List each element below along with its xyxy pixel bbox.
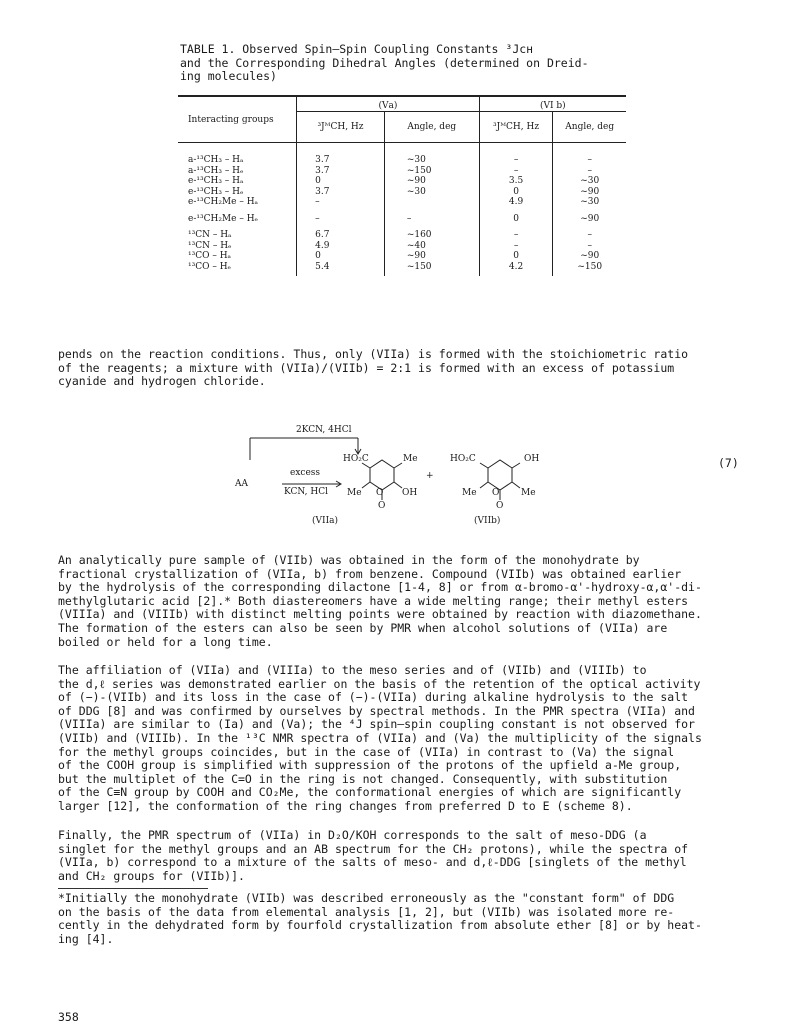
ring-b: [488, 460, 512, 490]
product-a-ring-o: O: [376, 488, 384, 498]
data-table: [178, 95, 626, 276]
text-line: of (−)-(VIIb) and its loss in the case of (−)-(VIIa) during alkaline hydrolysis to the salt: [58, 690, 689, 705]
cell-angle-vib: –: [553, 143, 626, 166]
text-line: and CH₂ groups for (VIIb)].: [58, 868, 245, 883]
cell-angle-vib: ~30: [553, 176, 626, 187]
cell-j-va: 3.7: [297, 143, 385, 166]
table-row: [178, 230, 626, 241]
product-b-ring-o: O: [492, 488, 500, 498]
cell-j-va: 3.7: [297, 166, 385, 177]
caption-line: ing molecules): [180, 69, 277, 83]
ring-a-me-bond: [394, 463, 402, 468]
cell-j-vib: 0: [479, 187, 553, 198]
cell-j-va: –: [297, 197, 385, 208]
product-a-oh: OH: [402, 488, 418, 498]
cell-j-va: 6.7: [297, 230, 385, 241]
table-caption: [180, 43, 620, 84]
text-line: (VIIIa) and (VIIIb) with distinct melting points were obtained by reaction with diazomethane.: [58, 607, 702, 622]
compound-label-viib: (VIIb): [474, 516, 501, 526]
cell-j-vib: 3.5: [479, 176, 553, 187]
text-line: An analytically pure sample of (VIIb) was obtained in the form of the monohydrate by: [58, 553, 640, 567]
text-line: for the methyl groups coincides, but in the case of (VIIa) in contrast to (Va) the signal: [58, 744, 675, 759]
cell-j-vib: –: [479, 230, 553, 241]
paragraph-pure-sample: [58, 554, 758, 649]
text-line: fractional crystallization of (VIIa, b) from benzene. Compound (VIIb) was obtained earlier: [58, 566, 682, 581]
plus-sign: +: [426, 471, 434, 481]
coupling-constants-table: [178, 95, 626, 276]
ring-b-me-bond: [512, 482, 520, 488]
footnote: [58, 892, 758, 946]
cell-angle-va: ~40: [384, 241, 479, 252]
cell-angle-va: ~160: [384, 230, 479, 241]
product-b-me-right: Me: [521, 488, 536, 498]
table-row: [178, 241, 626, 252]
table-row: [178, 262, 626, 277]
text-line: but the multiplet of the C=O in the ring is not changed. Consequently, with substitution: [58, 771, 668, 786]
text-line: of DDG [8] and was confirmed by ourselves by spectral methods. In the PMR spectra (VIIa) and: [58, 703, 695, 718]
product-b-me-left: Me: [462, 488, 477, 498]
cell-angle-vib: ~90: [553, 251, 626, 262]
cell-angle-va: –: [384, 214, 479, 225]
cell-j-vib: –: [479, 166, 553, 177]
reagent-label: KCN, HCl: [284, 487, 329, 497]
equation-number: (7): [718, 456, 739, 470]
text-line: The affiliation of (VIIa) and (VIIIa) to the meso series and of (VIIb) and (VIIIb) to: [58, 663, 647, 677]
cell-angle-vib: ~150: [553, 262, 626, 277]
ring-a-me2-bond: [362, 482, 370, 488]
cell-group: e-¹³CH₃ – Hₑ: [188, 186, 244, 197]
text-line: by the hydrolysis of the corresponding dilactone [1-4, 8] or from α-bromo-α'-hydroxy-α,α'-di-: [58, 580, 702, 595]
paragraph-pmr-spectrum: [58, 829, 758, 883]
text-line: pends on the reaction conditions. Thus, only (VIIa) is formed with the stoichiometric ratio: [58, 347, 689, 361]
cell-j-va: 4.9: [297, 241, 385, 252]
cell-j-vib: –: [479, 143, 553, 166]
product-b-carbonyl-o: O: [496, 501, 504, 511]
reaction-scheme: [230, 420, 650, 535]
caption-line: and the Corresponding Dihedral Angles (determined on Dreid-: [180, 55, 589, 70]
text-line: The formation of the esters can also be seen by PMR when alcohol solutions of (VIIa) are: [58, 620, 668, 635]
compound-label-viia: (VIIa): [312, 516, 338, 526]
cell-j-va: 0: [297, 176, 385, 187]
text-line: methylglutaric acid [2].* Both diastereomers have a wide melting range; their methyl esters: [58, 593, 689, 608]
ring-b-oh-bond: [512, 463, 520, 468]
cell-j-va: 5.4: [297, 262, 385, 277]
caption-line: TABLE 1. Observed Spin–Spin Coupling Constants ³Jсн: [180, 42, 534, 56]
text-line: cyanide and hydrogen chloride.: [58, 374, 266, 389]
footnote-divider: [58, 888, 208, 889]
cell-j-vib: 0: [479, 251, 553, 262]
cell-j-vib: 4.2: [479, 262, 553, 277]
ring-b-cooh-bond: [480, 463, 488, 468]
cell-angle-vib: ~90: [553, 187, 626, 198]
cell-angle-vib: –: [553, 241, 626, 252]
cell-group: e-¹³CH₃ – Hₐ: [188, 176, 244, 186]
table-row: [178, 214, 626, 225]
product-a-carbonyl-o: O: [378, 501, 386, 511]
text-line: cently in the dehydrated form by fourfold crystallization from absolute ether [8] or by heat-: [58, 918, 702, 933]
header-angle-vib: Angle, deg: [553, 112, 626, 143]
cell-group: e-¹³CH₂Me – Hₑ: [188, 213, 259, 224]
text-line: the d,ℓ series was demonstrated earlier on the basis of the retention of the optical activity: [58, 676, 701, 691]
cell-angle-va: ~90: [384, 251, 479, 262]
page-number: 358: [58, 1010, 79, 1024]
text-line: *Initially the monohydrate (VIIb) was described erroneously as the "constant form" of DDG: [58, 891, 675, 905]
cell-j-vib: 4.9: [479, 197, 553, 208]
text-line: of the COOH group is simplified with suppression of the protons of the upfield a-Me group,: [58, 758, 682, 773]
text-line: of the C≡N group by COOH and CO₂Me, the conformational energies of which are significantly: [58, 785, 682, 800]
text-line: boiled or held for a long time.: [58, 634, 273, 649]
header-j-vib: ³JᴹCH, Hz: [479, 112, 553, 143]
cell-angle-va: ~150: [384, 166, 479, 177]
paragraph-conditions: [58, 348, 758, 389]
cell-group: ¹³CN – Hₐ: [188, 230, 232, 240]
cell-group: a-¹³CH₃ – Hₐ: [188, 155, 244, 165]
text-line: singlet for the methyl groups and an AB spectrum for the CH₂ protons), while the spectra of: [58, 841, 689, 856]
table-row: [178, 251, 626, 262]
table-row: [178, 166, 626, 177]
cell-j-vib: 0: [479, 214, 553, 225]
text-line: ing [4].: [58, 931, 114, 946]
text-line: Finally, the PMR spectrum of (VIIa) in D₂O/KOH corresponds to the salt of meso-DDG (a: [58, 828, 647, 842]
cell-group: ¹³CO – Hₑ: [188, 261, 232, 272]
text-line: (VIIIa) are similar to (Ia) and (Va); the ⁴J spin–spin coupling constant is not observed for: [58, 717, 695, 732]
ring-b-me2-bond: [480, 482, 488, 488]
cell-angle-va: ~30: [384, 187, 479, 198]
ring-a: [370, 460, 394, 490]
start-material-label: AA: [235, 479, 248, 489]
cell-group: e-¹³CH₂Me – Hₐ: [188, 197, 259, 207]
cell-j-va: –: [297, 214, 385, 225]
table-row: [178, 143, 626, 166]
header-angle-va: Angle, deg: [384, 112, 479, 143]
cell-j-va: 0: [297, 251, 385, 262]
cell-j-vib: –: [479, 241, 553, 252]
header-interacting-groups: Interacting groups: [178, 96, 297, 143]
ring-a-oh-bond: [394, 482, 402, 488]
top-reagent-label: 2KCN, 4HCl: [296, 425, 352, 435]
text-line: (VIIb) and (VIIIb). In the ¹³C NMR spectra of (VIIa) and (Va) the multiplicity of the signals: [58, 730, 702, 745]
text-line: (VIIa, b) correspond to a mixture of the salts of meso- and d,ℓ-DDG [singlets of the methyl: [58, 855, 687, 870]
header-va: (Vа): [297, 96, 480, 112]
cell-angle-va: ~90: [384, 176, 479, 187]
cell-angle-va: [384, 197, 479, 208]
cell-angle-va: ~150: [384, 262, 479, 277]
text-line: on the basis of the data from elemental analysis [1, 2], but (VIIb) was isolated more re-: [58, 904, 675, 919]
table-row: [178, 176, 626, 187]
paragraph-affiliation: [58, 664, 758, 814]
product-a-me-bottom: Me: [347, 488, 362, 498]
header-j-va: ³JᴹCH, Hz: [297, 112, 385, 143]
cell-j-va: 3.7: [297, 187, 385, 198]
product-b-hooc: HO₂C: [450, 454, 476, 464]
cell-angle-vib: ~30: [553, 197, 626, 208]
product-b-oh: OH: [524, 454, 540, 464]
cell-angle-va: ~30: [384, 143, 479, 166]
cell-group: ¹³CO – Hₐ: [188, 251, 232, 261]
text-line: of the reagents; a mixture with (VIIa)/(VIIb) = 2:1 is formed with an excess of potassium: [58, 360, 675, 375]
cell-angle-vib: ~90: [553, 214, 626, 225]
cell-group: ¹³CN – Hₑ: [188, 240, 232, 251]
product-a-hooc: HO₂C: [343, 454, 369, 464]
table-row: [178, 187, 626, 198]
product-a-me-top: Me: [403, 454, 418, 464]
table-row: [178, 197, 626, 208]
header-vib: (VI b): [479, 96, 626, 112]
excess-label: excess: [290, 468, 321, 478]
cell-angle-vib: –: [553, 230, 626, 241]
cell-group: a-¹³CH₃ – Hₑ: [188, 165, 244, 176]
cell-angle-vib: –: [553, 166, 626, 177]
text-line: larger [12], the conformation of the ring changes from preferred D to E (scheme 8).: [58, 798, 633, 813]
